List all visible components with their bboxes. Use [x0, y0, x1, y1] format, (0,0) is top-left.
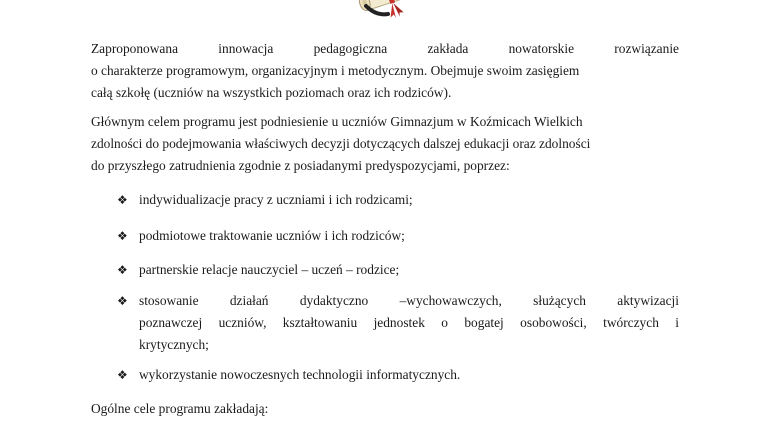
intro-paragraph	[91, 38, 679, 104]
text-line: Głównym celem programu jest podniesienie u uczniów Gimnazjum w Koźmicach Wielkich	[91, 114, 583, 129]
list-item-text: partnerskie relacje nauczyciel – uczeń – rodzice;	[139, 262, 400, 277]
text-line: Zaproponowana innowacja pedagogiczna zakłada nowatorskie rozwiązanie	[91, 41, 679, 56]
list-item-text: wykorzystanie nowoczesnych technologii informatycznych.	[139, 367, 461, 382]
list-item-text: indywidualizacje pracy z uczniami i ich rodzicami;	[139, 192, 413, 207]
goal-paragraph	[91, 111, 679, 177]
list-item-text: podmiotowe traktowanie uczniów i ich rodziców;	[139, 228, 405, 243]
diamond-bullet-icon: ❖	[117, 263, 128, 277]
text-line: zdolności do podejmowania właściwych decyzji dotyczących dalszej edukacji oraz zdolności	[91, 136, 591, 151]
text-line: całą szkołę (uczniów na wszystkich poziomach oraz ich rodziców).	[91, 85, 452, 100]
diamond-bullet-icon: ❖	[117, 294, 128, 308]
diamond-bullet-icon: ❖	[117, 368, 128, 382]
list-item-text: krytycznych;	[139, 337, 209, 352]
text-line: do przyszłego zatrudnienia zgodnie z posiadanymi predyspozycjami, poprzez:	[91, 158, 510, 173]
objectives-paragraph	[91, 398, 679, 420]
text-line: o charakterze programowym, organizacyjnym i metodycznym. Obejmuje swoim zasięgiem	[91, 63, 580, 78]
diamond-bullet-icon: ❖	[117, 193, 128, 207]
diamond-bullet-icon: ❖	[117, 229, 128, 243]
text-line: Ogólne cele programu zakładają:	[91, 401, 269, 416]
list-item-text: poznawczej uczniów, kształtowaniu jednostek o bogatej osobowości, twórczych i	[139, 315, 679, 330]
diploma-scroll-icon	[352, 0, 432, 22]
list-item-text: stosowanie działań dydaktyczno –wychowawczych, służących aktywizacji	[139, 293, 679, 308]
